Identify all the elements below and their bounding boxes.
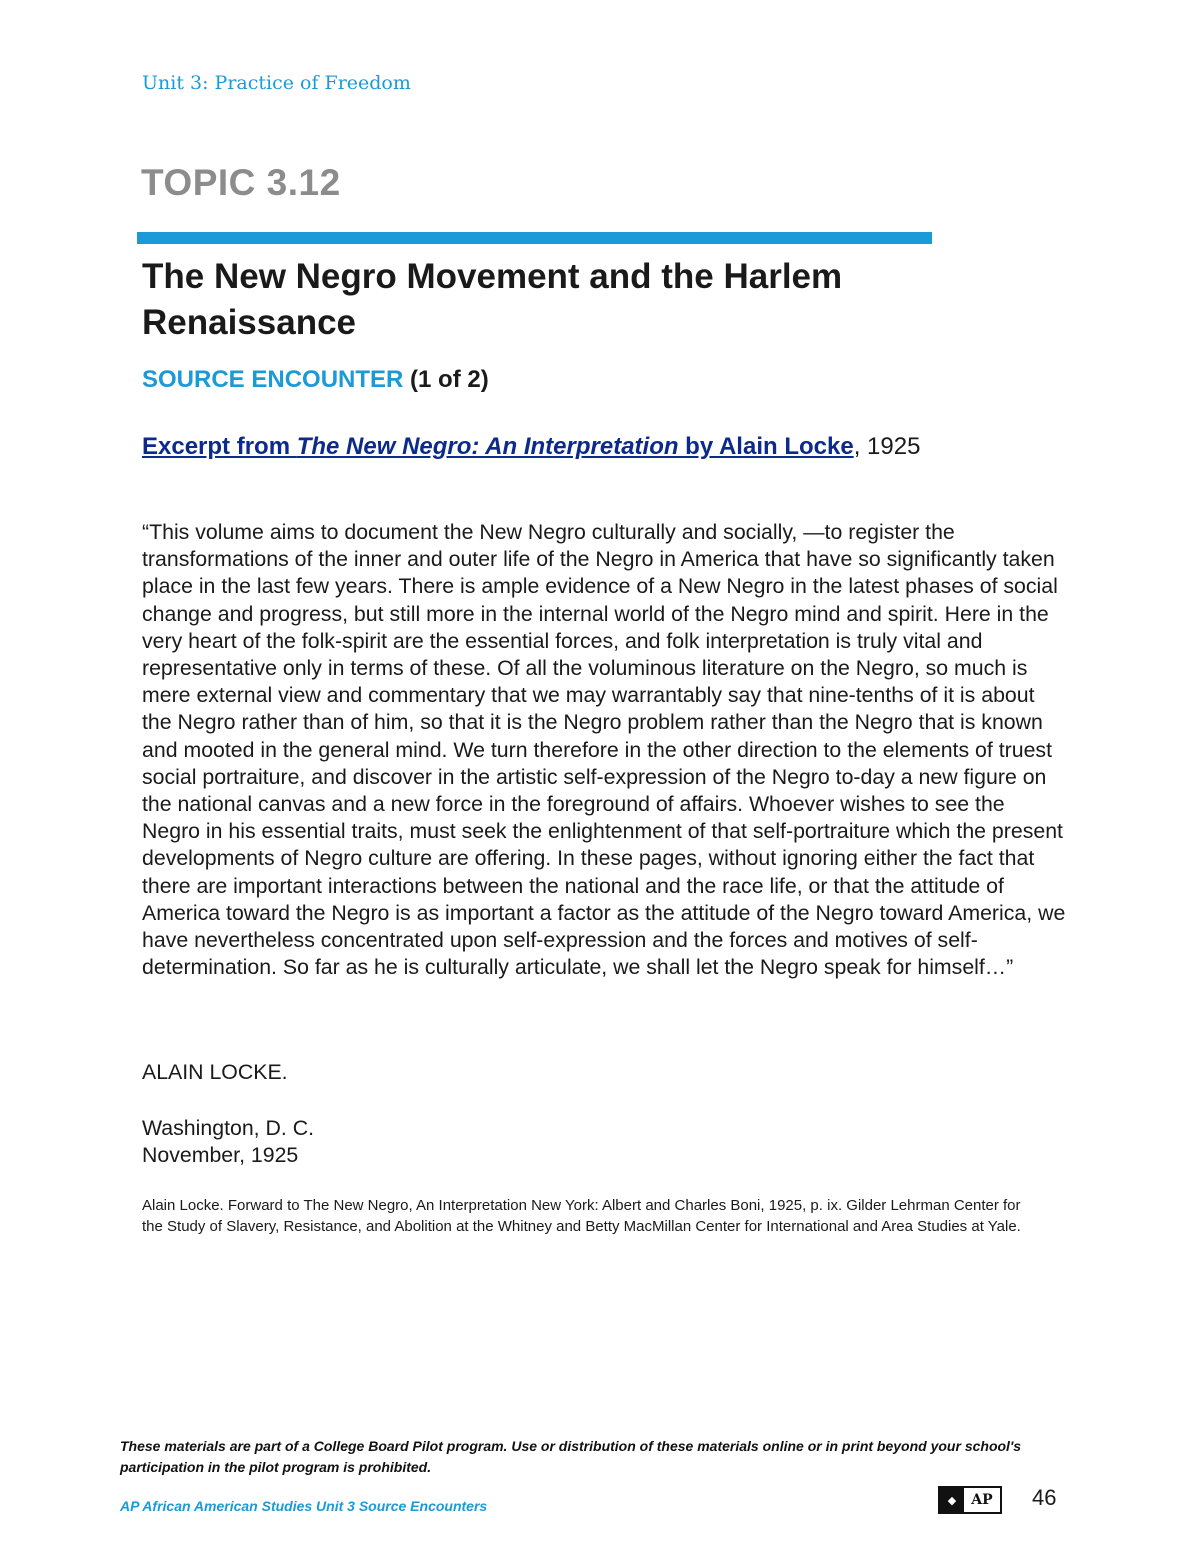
excerpt-prefix: Excerpt from <box>142 433 297 460</box>
college-board-shield-icon: ◆ <box>940 1488 964 1512</box>
source-citation: Alain Locke. Forward to The New Negro, An Interpretation New York: Albert and Charles Boni, 1925, p. ix. Gilder Lehrman Center for the Study of Slavery, Resistance, and Abolition at the Whitney and Betty MacMillan Center for International and Area Studies at Yale. <box>142 1197 1021 1235</box>
ap-logo <box>938 1486 1002 1514</box>
page-title: The New Negro Movement and the Harlem Renaissance <box>142 257 843 342</box>
signature-block <box>142 1115 314 1169</box>
signature-date: November, 1925 <box>142 1143 299 1167</box>
source-encounter-heading <box>142 366 489 394</box>
excerpt-author: by Alain Locke <box>678 433 854 460</box>
source-quote: “This volume aims to document the New Negro culturally and socially, —to register the transformations of the inner and outer life of the Negro in America that have so significantly taken place in the last few years. There is ample evidence of a New Negro in the latest phases of social change and progress, but still more in the internal world of the Negro mind and spirit. Here in the very heart of the folk-spirit are the essential forces, and folk interpretation is truly vital and representative only in terms of these. Of all the voluminous literature on the Negro, so much is mere external view and commentary that we may warrantably say that nine-tenths of it is about the Negro rather than of him, so that it is the Negro problem rather than the Negro that is known and mooted in the general mind. We turn therefore in the other direction to the elements of truest social portraiture, and discover in the artistic self-expression of the Negro to-day a new figure on the national canvas and a new force in the foreground of affairs. Whoever wishes to see the Negro in his essential traits, must seek the enlightenment of that self-portraiture which the present developments of Negro culture are offering. In these pages, without ignoring either the fact that there are important interactions between the national and the race life, or that the attitude of America toward the Negro is as important a factor as the attitude of the Negro toward America, we have nevertheless concentrated upon self-expression and the forces and motives of self-determination. So far as he is culturally articulate, we shall let the Negro speak for himself…” <box>142 520 1066 980</box>
excerpt-heading <box>142 433 920 461</box>
footer-course-title: AP African American Studies Unit 3 Source Encounters <box>120 1498 488 1514</box>
source-encounter-count: (1 of 2) <box>410 366 489 393</box>
signature-name: ALAIN LOCKE. <box>142 1060 288 1084</box>
page-number: 46 <box>1032 1485 1057 1510</box>
unit-label: Unit 3: Practice of Freedom <box>142 72 411 94</box>
topic-divider <box>137 232 932 244</box>
signature-place: Washington, D. C. <box>142 1116 315 1140</box>
book-title: The New Negro: An Interpretation <box>296 433 679 460</box>
pilot-disclaimer: These materials are part of a College Board Pilot program. Use or distribution of these materials online or in print beyond your school's participation in the pilot program is prohibited. <box>120 1438 1022 1475</box>
excerpt-year: , 1925 <box>853 433 921 460</box>
ap-logo-text: AP <box>971 1492 993 1508</box>
excerpt-link[interactable] <box>142 433 854 460</box>
topic-number: TOPIC 3.12 <box>141 162 341 203</box>
source-encounter-label: SOURCE ENCOUNTER <box>142 366 404 393</box>
